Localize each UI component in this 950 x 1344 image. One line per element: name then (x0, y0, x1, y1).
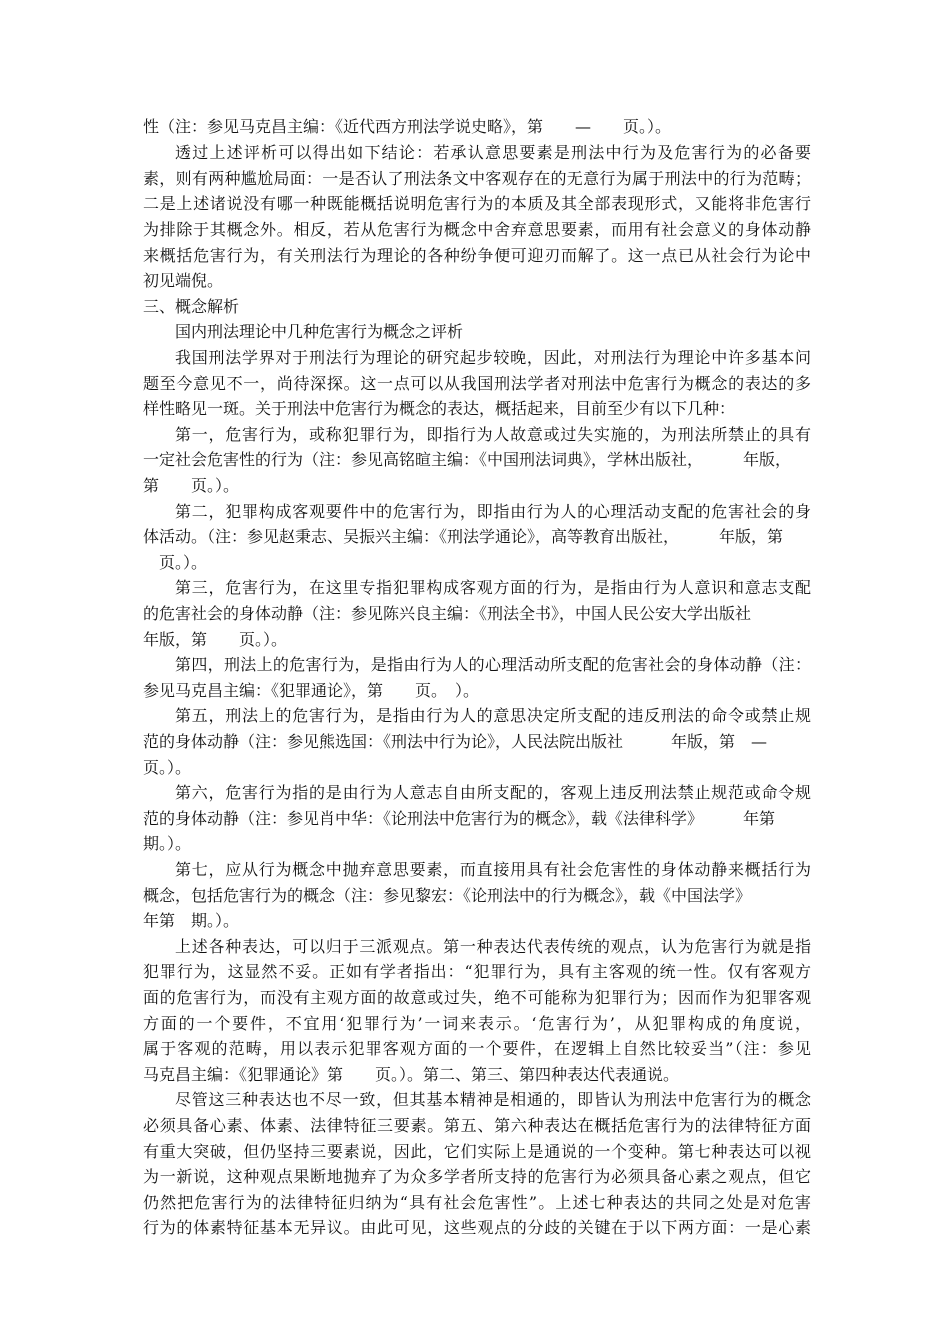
text-line: 为一新说，这种观点果断地抛弃了为众多学者所支持的危害行为必须具备心素之观点，但它 (143, 1167, 811, 1186)
text-line: 的危害社会的身体动静（注：参见陈兴良主编：《刑法全书》，中国人民公安大学出版社 (143, 604, 752, 623)
text-line: 透过上述评析可以得出如下结论：若承认意思要素是刑法中行为及危害行为的必备要 (175, 143, 811, 162)
text-line: 年第 期。）。 (143, 911, 240, 930)
text-line: 体活动。（注：参见赵秉志、吴振兴主编：《刑法学通论》，高等教育出版社， 年版，第 (143, 527, 784, 546)
section-heading: 三、概念解析 (143, 297, 240, 316)
text-line: 样性略见一斑。关于刑法中危害行为概念的表达，概括起来，目前至少有以下几种： (143, 399, 736, 418)
text-line: 概念，包括危害行为的概念（注：参见黎宏：《论刑法中的行为概念》，载《中国法学》 (143, 886, 752, 905)
text-line: 范的身体动静（注：参见熊选国：《刑法中行为论》，人民法院出版社 年版，第 — (143, 732, 768, 751)
text-line: 仍然把危害行为的法律特征归纳为“具有社会危害性”。上述七种表达的共同之处是对危害 (143, 1193, 811, 1212)
text-line: 范的身体动静（注：参见肖中华：《论刑法中危害行为的概念》，载《法律科学》 年第 (143, 809, 776, 828)
text-line: 上述各种表达，可以归于三派观点。第一种表达代表传统的观点，认为危害行为就是指 (175, 937, 811, 956)
text-line: 行为的体素特征基本无异议。由此可见，这些观点的分歧的关键在于以下两方面：一是心素 (143, 1218, 811, 1237)
text-line: 属于客观的范畴，用以表示犯罪客观方面的一个要件，在逻辑上自然比较妥当”（注：参见 (143, 1039, 811, 1058)
text-line: 年版，第 页。）。 (143, 630, 288, 649)
text-line: 素，则有两种尴尬局面：一是否认了刑法条文中客观存在的无意行为属于刑法中的行为范畴； (143, 169, 811, 188)
text-line: 第六，危害行为指的是由行为人意志自由所支配的，客观上违反刑法禁止规范或命令规 (175, 783, 811, 802)
text-line: 马克昌主编：《犯罪通论》第 页。）。第二、第三、第四种表达代表通说。 (143, 1065, 680, 1084)
text-line: 来概括危害行为，有关刑法行为理论的各种纷争便可迎刃而解了。这一点已从社会行为论中 (143, 246, 811, 265)
text-line: 初见端倪。 (143, 271, 224, 290)
text-line: 一定社会危害性的行为（注：参见高铭暄主编：《中国刑法词典》，学林出版社， 年版， (143, 450, 792, 469)
text-line: 题至今意见不一，尚待深探。这一点可以从我国刑法学者对刑法中危害行为概念的表达的多 (143, 374, 811, 393)
text-line: 第一，危害行为，或称犯罪行为，即指行为人故意或过失实施的，为刑法所禁止的具有 (175, 425, 811, 444)
text-line: 犯罪行为，这显然不妥。正如有学者指出：“犯罪行为，具有主客观的统一性。仅有客观方 (143, 962, 811, 981)
text-line: 页。）。 (143, 758, 192, 777)
text-line: 二是上述诸说没有哪一种既能概括说明危害行为的本质及其全部表现形式，又能将非危害行 (143, 194, 811, 213)
text-line: 有重大突破，但仍坚持三要素说，因此，它们实际上是通说的一个变种。第七种表达可以视 (143, 1142, 811, 1161)
text-line: 页。）。 (143, 553, 208, 572)
text-line: 第四，刑法上的危害行为，是指由行为人的心理活动所支配的危害社会的身体动静（注： (175, 655, 811, 674)
text-line: 面的危害行为，而没有主观方面的故意或过失，绝不可能称为犯罪行为；因而作为犯罪客观 (143, 988, 811, 1007)
subsection-heading: 国内刑法理论中几种危害行为概念之评析 (175, 322, 464, 341)
text-line: 第七，应从行为概念中抛弃意思要素，而直接用具有社会危害性的身体动静来概括行为 (175, 860, 811, 879)
text-line: 第 页。）。 (143, 476, 240, 495)
text-line: 第五，刑法上的危害行为，是指由行为人的意思决定所支配的违反刑法的命令或禁止规 (175, 706, 811, 725)
text-line: 参见马克昌主编：《犯罪通论》，第 页。 ）。 (143, 681, 480, 700)
text-line: 尽管这三种表达也不尽一致，但其基本精神是相通的，即皆认为刑法中危害行为的概念 (175, 1090, 811, 1109)
text-line: 期。）。 (143, 834, 192, 853)
text-line: 方面的一个要件，不宜用‘犯罪行为’一词来表示。‘危害行为’，从犯罪构成的角度说， (143, 1014, 811, 1033)
text-line: 我国刑法学界对于刑法行为理论的研究起步较晚，因此，对刑法行为理论中许多基本问 (175, 348, 811, 367)
text-line: 为排除于其概念外。相反，若从危害行为概念中舍弃意思要素，而用有社会意义的身体动静 (143, 220, 811, 239)
text-line: 第二，犯罪构成客观要件中的危害行为，即指由行为人的心理活动支配的危害社会的身 (175, 502, 811, 521)
text-line: 性（注：参见马克昌主编：《近代西方刑法学说史略》，第 — 页。）。 (143, 117, 672, 136)
text-line: 必须具备心素、体素、法律特征三要素。第五、第六种表达在概括危害行为的法律特征方面 (143, 1116, 811, 1135)
text-line: 第三，危害行为，在这里专指犯罪构成客观方面的行为，是指由行为人意识和意志支配 (175, 578, 811, 597)
